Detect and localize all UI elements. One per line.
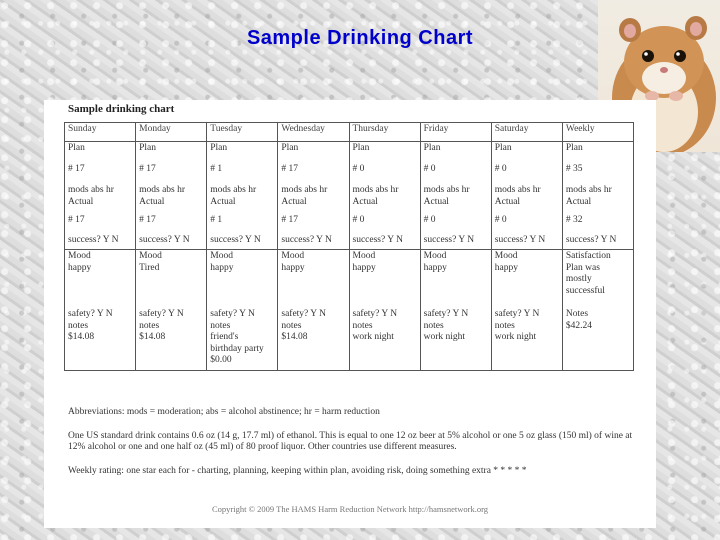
actual-label: Actual: [565, 196, 592, 207]
plan-label: Plan: [65, 142, 136, 164]
safety-question: safety? Y N: [423, 309, 469, 319]
notes-label: notes: [210, 320, 231, 331]
mood-row: [65, 250, 634, 309]
actual-label: Actual: [423, 196, 449, 207]
mood-cell: [491, 250, 562, 309]
planned-drinks: # 0: [420, 163, 491, 184]
success-question: success? Y N: [65, 234, 136, 250]
mood-cell: [136, 250, 207, 309]
plan-label: Plan: [349, 142, 420, 164]
drinking-chart-document: [44, 100, 656, 528]
day-header-row: [65, 123, 634, 142]
planned-drinks-row: [65, 163, 634, 184]
mood-cell: [349, 250, 420, 309]
notes-label: Notes: [565, 309, 589, 319]
mood-value: happy: [494, 262, 518, 273]
notes-label: notes: [139, 320, 160, 331]
notes-value: work night: [494, 332, 537, 342]
mood-cell: [207, 250, 278, 309]
day-header: Friday: [420, 123, 491, 142]
mood-label: Mood: [352, 251, 376, 261]
planned-drinks: # 0: [491, 163, 562, 184]
mods-cell: [420, 184, 491, 214]
actual-label: Actual: [352, 196, 378, 207]
notes-label: notes: [494, 320, 515, 331]
notes-value: $0.00: [210, 355, 232, 365]
mods-options: mods abs hr: [423, 185, 470, 195]
abbreviations-note: Abbreviations: mods = moderation; abs = alcohol abstinence; hr = harm reduction: [68, 407, 380, 417]
day-header: Thursday: [349, 123, 420, 142]
success-question: success? Y N: [278, 234, 349, 250]
actual-label: Actual: [494, 196, 521, 207]
planned-drinks: # 35: [562, 163, 633, 184]
mood-value: happy: [210, 262, 234, 273]
planned-drinks: # 0: [349, 163, 420, 184]
success-question: success? Y N: [562, 234, 633, 250]
day-header: Wednesday: [278, 123, 349, 142]
day-header: Monday: [136, 123, 207, 142]
satisfaction-value: successful: [565, 285, 605, 296]
mood-label: Mood: [494, 251, 518, 261]
mood-value: happy: [68, 262, 92, 273]
mood-value: happy: [352, 262, 376, 273]
actual-label: Actual: [210, 196, 236, 207]
safety-cell: [207, 308, 278, 371]
notes-value: friend's: [210, 332, 239, 342]
mods-options: mods abs hr: [68, 185, 114, 195]
plan-label: Plan: [136, 142, 207, 164]
mods-options: mods abs hr: [494, 185, 541, 195]
safety-cell: [491, 308, 562, 371]
actual-drinks: # 17: [136, 214, 207, 234]
notes-label: notes: [352, 320, 373, 331]
actual-drinks: # 17: [65, 214, 136, 234]
mods-options: mods abs hr: [352, 185, 399, 195]
success-row: [65, 234, 634, 250]
success-question: success? Y N: [136, 234, 207, 250]
mods-cell: [491, 184, 562, 214]
safety-question: safety? Y N: [281, 309, 327, 319]
actual-drinks: # 32: [562, 214, 633, 234]
plan-label: Plan: [562, 142, 633, 164]
actual-drinks-row: [65, 214, 634, 234]
mood-cell: [420, 250, 491, 309]
safety-cell: [65, 308, 136, 371]
success-question: success? Y N: [491, 234, 562, 250]
safety-notes-row: [65, 308, 634, 371]
day-header: Sunday: [65, 123, 136, 142]
plan-row: [65, 142, 634, 164]
mood-label: Mood: [68, 251, 91, 261]
plan-label: Plan: [278, 142, 349, 164]
notes-label: notes: [281, 320, 302, 331]
mods-options: mods abs hr: [281, 185, 328, 195]
mood-value: happy: [281, 262, 305, 273]
mood-label: Mood: [281, 251, 305, 261]
success-question: success? Y N: [420, 234, 491, 250]
planned-drinks: # 17: [278, 163, 349, 184]
mods-cell: [136, 184, 207, 214]
document-heading: Sample drinking chart: [68, 103, 175, 115]
weekly-rating-note: Weekly rating: one star each for - charting, planning, keeping within plan, avoiding risk, doing something extra * * * * *: [68, 466, 527, 476]
mood-label: Mood: [423, 251, 447, 261]
mood-value: happy: [423, 262, 447, 273]
mods-options: mods abs hr: [139, 185, 186, 195]
notes-label: notes: [68, 320, 89, 331]
safety-question: safety? Y N: [494, 309, 540, 319]
mods-options: mods abs hr: [565, 185, 612, 195]
mods-cell: [207, 184, 278, 214]
plan-label: Plan: [207, 142, 278, 164]
mood-cell: [278, 250, 349, 309]
notes-value: $14.08: [139, 332, 166, 342]
safety-question: safety? Y N: [352, 309, 398, 319]
safety-cell: [349, 308, 420, 371]
notes-value: birthday party: [210, 343, 264, 354]
drinking-chart-table: [64, 122, 634, 371]
plan-label: Plan: [491, 142, 562, 164]
safety-question: safety? Y N: [139, 309, 184, 319]
actual-drinks: # 17: [278, 214, 349, 234]
actual-drinks: # 1: [207, 214, 278, 234]
slide-title: Sample Drinking Chart: [246, 27, 474, 49]
day-header: Weekly: [562, 123, 633, 142]
success-question: success? Y N: [349, 234, 420, 250]
safety-cell: [278, 308, 349, 371]
notes-value: $14.08: [281, 332, 308, 342]
day-header: Saturday: [491, 123, 562, 142]
success-question: success? Y N: [207, 234, 278, 250]
notes-value: work night: [423, 332, 466, 342]
weekly-notes-cell: [562, 308, 633, 371]
planned-drinks: # 17: [65, 163, 136, 184]
planned-drinks: # 17: [136, 163, 207, 184]
mods-cell: [349, 184, 420, 214]
safety-cell: [136, 308, 207, 371]
copyright-footer: Copyright © 2009 The HAMS Harm Reduction Network http://hamsnetwork.org: [212, 504, 488, 514]
satisfaction-value: Plan was: [565, 262, 600, 273]
mods-options: mods abs hr: [210, 185, 257, 195]
satisfaction-cell: [562, 250, 633, 309]
mods-actual-row: [65, 184, 634, 214]
mods-cell: [65, 184, 136, 214]
notes-label: notes: [423, 320, 444, 331]
satisfaction-value: mostly: [565, 274, 592, 284]
mood-value: Tired: [139, 262, 160, 273]
actual-drinks: # 0: [491, 214, 562, 234]
satisfaction-label: Satisfaction: [565, 251, 611, 261]
safety-question: safety? Y N: [68, 309, 113, 319]
actual-label: Actual: [139, 196, 165, 207]
notes-value: $14.08: [68, 332, 95, 342]
notes-value: $42.24: [565, 320, 592, 331]
actual-drinks: # 0: [349, 214, 420, 234]
actual-label: Actual: [281, 196, 307, 207]
standard-drink-note: One US standard drink contains 0.6 oz (14 g, 17.7 ml) of ethanol. This is equal to one 12 oz beer at 5% alcohol or one 5 oz glass (150 ml) of wine at 12% alcohol or one and one half oz (45 ml) of 80 proof liquor. Other countries use different measures.: [68, 431, 633, 452]
actual-label: Actual: [68, 196, 94, 207]
day-header: Tuesday: [207, 123, 278, 142]
notes-value: work night: [352, 332, 394, 342]
planned-drinks: # 1: [207, 163, 278, 184]
mood-label: Mood: [210, 251, 233, 261]
mods-cell: [278, 184, 349, 214]
safety-cell: [420, 308, 491, 371]
mood-cell: [65, 250, 136, 309]
mods-cell: [562, 184, 633, 214]
actual-drinks: # 0: [420, 214, 491, 234]
safety-question: safety? Y N: [210, 309, 255, 319]
mood-label: Mood: [139, 251, 162, 261]
plan-label: Plan: [420, 142, 491, 164]
